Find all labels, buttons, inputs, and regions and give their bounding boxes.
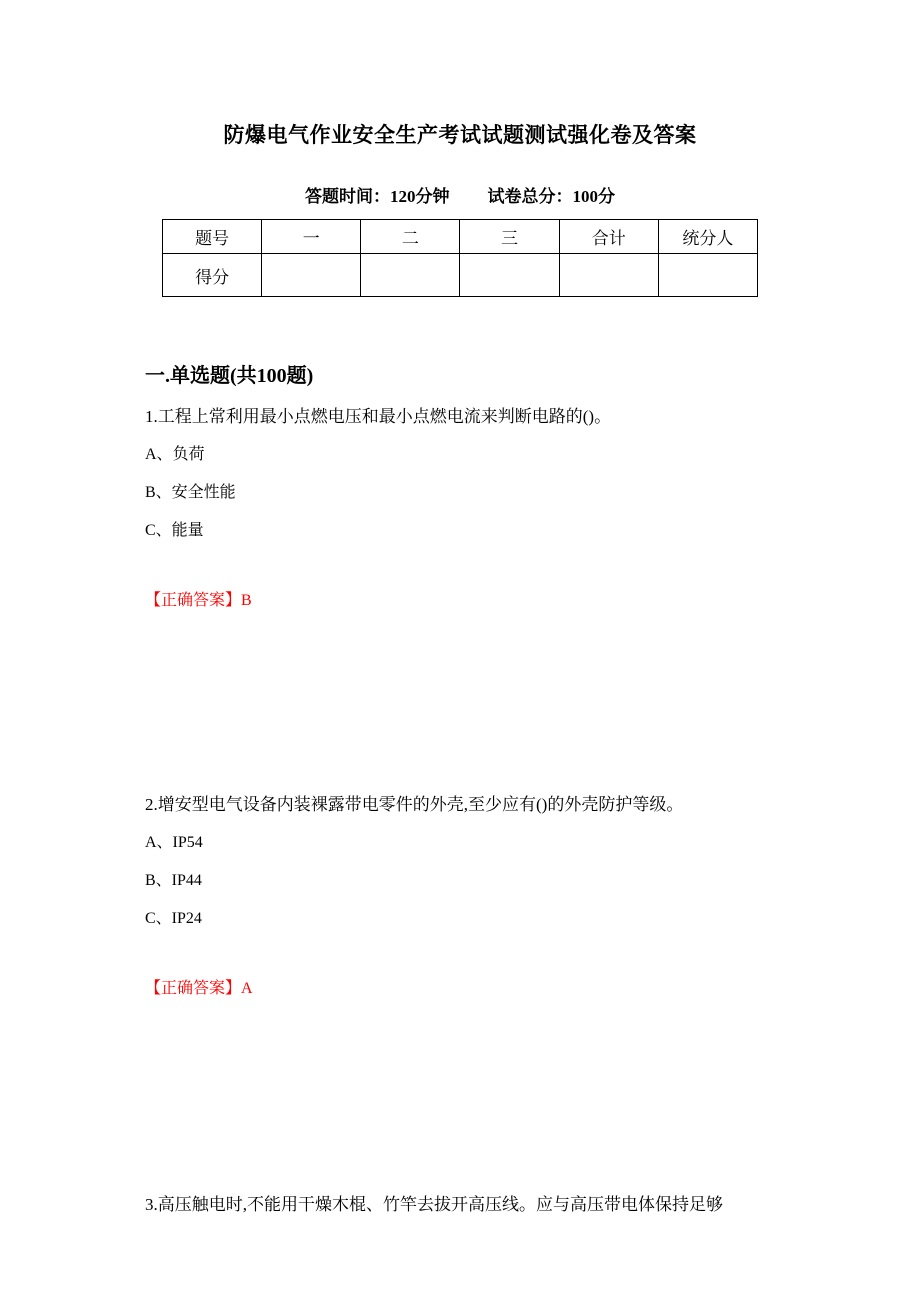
answer-value: B <box>241 592 252 609</box>
question-1-answer-line <box>145 590 780 611</box>
score-table-body-row <box>163 254 758 297</box>
question-2-option-a: A、IP54 <box>145 834 203 851</box>
question-1 <box>145 406 780 611</box>
score-table-header-cell: 统分人 <box>658 220 757 254</box>
answer-label: 【正确答案】 <box>145 980 242 997</box>
score-table-empty-cell <box>262 254 361 297</box>
score-table-empty-cell <box>361 254 460 297</box>
section-heading: 一.单选题(共100题) <box>145 365 314 387</box>
score-table-header-cell: 二 <box>361 220 460 254</box>
score-table-empty-cell <box>460 254 559 297</box>
question-2-option-c: C、IP24 <box>145 910 202 927</box>
answer-value: A <box>241 980 253 997</box>
exam-content <box>145 359 780 1216</box>
question-2 <box>145 794 780 999</box>
score-table-header-row <box>163 220 758 254</box>
meta-time-label: 答题时间：120分钟 <box>305 187 450 206</box>
question-3-text: 3.高压触电时,不能用干燥木棍、竹竿去拔开高压线。应与高压带电体保持足够 <box>145 1195 723 1214</box>
score-table-empty-cell <box>559 254 658 297</box>
exam-meta <box>0 182 920 207</box>
answer-label: 【正确答案】 <box>145 592 242 609</box>
score-table <box>162 219 758 297</box>
question-2-option-b: B、IP44 <box>145 872 202 889</box>
question-1-text: 1.工程上常利用最小点燃电压和最小点燃电流来判断电路的()。 <box>145 407 612 426</box>
score-table-empty-cell <box>658 254 757 297</box>
question-1-option-b: B、安全性能 <box>145 484 236 501</box>
question-1-option-a: A、负荷 <box>145 446 205 463</box>
score-table-row-label: 得分 <box>163 254 262 297</box>
score-table-header-cell: 一 <box>262 220 361 254</box>
question-2-text: 2.增安型电气设备内装裸露带电零件的外壳,至少应有()的外壳防护等级。 <box>145 795 684 814</box>
question-2-answer-line <box>145 978 780 999</box>
question-3 <box>145 1194 780 1216</box>
page-title: 防爆电气作业安全生产考试试题测试强化卷及答案 <box>223 123 697 147</box>
question-1-option-c: C、能量 <box>145 522 204 539</box>
score-table-header-cell: 三 <box>460 220 559 254</box>
score-table-header-cell: 合计 <box>559 220 658 254</box>
meta-score-label: 试卷总分：100分 <box>487 187 615 206</box>
score-table-header-cell: 题号 <box>163 220 262 254</box>
